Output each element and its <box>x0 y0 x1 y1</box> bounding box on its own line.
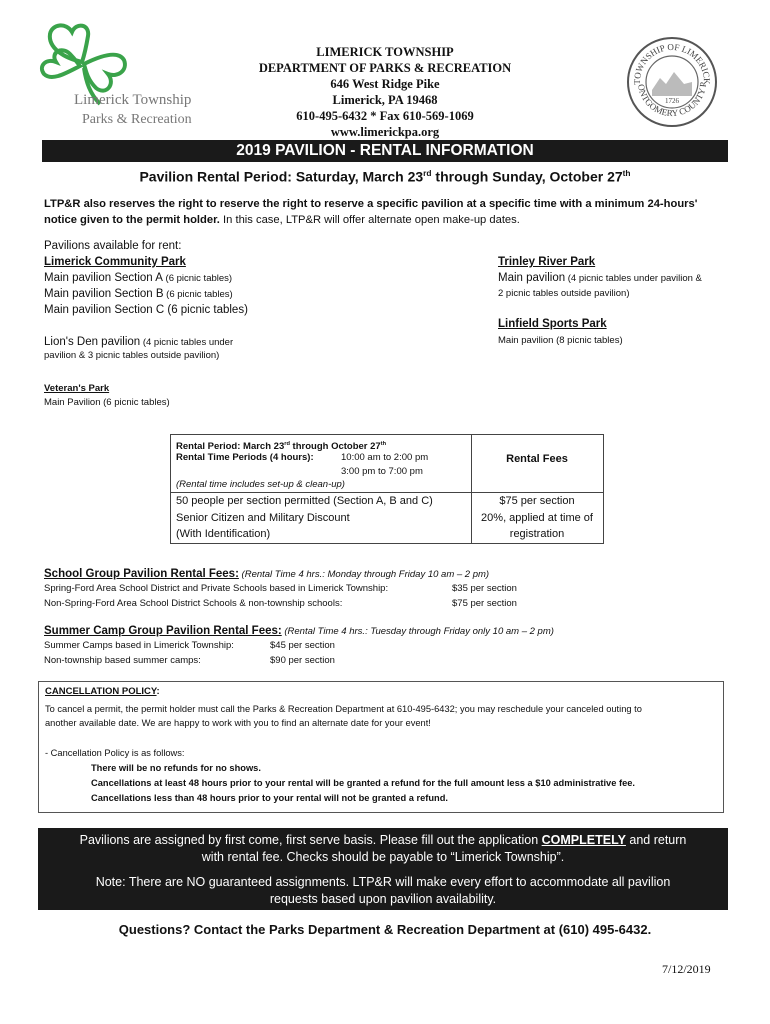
trinley-item: Main pavilion (4 picnic tables under pavilion & <box>498 272 702 284</box>
logo-line2: Parks & Recreation <box>82 112 192 127</box>
rental-period-heading: Pavilion Rental Period: Saturday, March 23rd through Sunday, October 27th <box>139 168 631 185</box>
cancellation-heading: CANCELLATION POLICY: <box>45 686 160 697</box>
table-row2-value1: 20%, applied at time of <box>481 512 593 524</box>
seal-top-text: TOWNSHIP OF LIMERICK <box>631 41 713 85</box>
questions-contact: Questions? Contact the Parks Department & Recreation Department at (610) 495-6432. <box>118 922 652 937</box>
policy-intro: - Cancellation Policy is as follows: <box>45 748 185 758</box>
lions-den-item: Lion's Den pavilion (4 picnic tables under <box>44 336 234 348</box>
limerick-park-heading: Limerick Community Park <box>44 256 186 268</box>
notice-line: Pavilions are assigned by first come, first serve basis. Please fill out the application COMPLETELY and return <box>79 833 687 847</box>
seal-bottom-text: ONTGOMERY COUNTY P <box>635 82 709 119</box>
org-line: 610-495-6432 * Fax 610-569-1069 <box>296 109 474 123</box>
limerick-item: Main pavilion Section C (6 picnic tables) <box>44 304 248 316</box>
page-title: 2019 PAVILION - RENTAL INFORMATION <box>42 140 728 162</box>
table-time-label: Rental Time Periods (4 hours): <box>176 452 314 463</box>
school-row-label: Non-Spring-Ford Area School District Schools & non-township schools: <box>44 598 343 609</box>
notice-line: requests based upon pavilion availability. <box>269 892 497 906</box>
table-row2-value2: registration <box>509 528 565 540</box>
table-fees-header: Rental Fees <box>506 453 568 465</box>
document-date: 7/12/2019 <box>662 962 711 976</box>
school-group-heading: School Group Pavilion Rental Fees: (Rental Time 4 hrs.: Monday through Friday 10 am – 2 pm) <box>44 568 490 580</box>
table-row1-value: $75 per section <box>499 495 575 507</box>
rental-fee-table <box>170 434 604 544</box>
table-row2-label2: (With Identification) <box>176 528 271 540</box>
logo-line1: Limerick Township <box>74 92 192 108</box>
policy-rule: There will be no refunds for no shows. <box>91 763 261 773</box>
policy-rule: Cancellations less than 48 hours prior to your rental will not be granted a refund. <box>91 793 448 803</box>
limerick-item: Main pavilion Section B (6 picnic tables) <box>44 288 233 300</box>
org-line: LIMERICK TOWNSHIP <box>316 45 454 59</box>
notice-line: with rental fee. Checks should be payable to “Limerick Township”. <box>201 850 565 864</box>
website-link[interactable]: www.limerickpa.org <box>330 125 440 139</box>
summer-camp-heading: Summer Camp Group Pavilion Rental Fees: (Rental Time 4 hrs.: Tuesday through Friday only 10 am – 2 pm) <box>44 625 554 637</box>
table-row2-label1: Senior Citizen and Military Discount <box>176 512 350 524</box>
table-row1-label: 50 people per section permitted (Section A, B and C) <box>176 495 433 507</box>
table-time2: 3:00 pm to 7:00 pm <box>341 466 423 477</box>
trinley-park-heading: Trinley River Park <box>498 256 596 268</box>
table-time1: 10:00 am to 2:00 pm <box>341 452 429 463</box>
linfield-park-heading: Linfield Sports Park <box>498 318 607 330</box>
org-line: Limerick, PA 19468 <box>332 93 438 107</box>
policy-rule: Cancellations at least 48 hours prior to your rental will be granted a refund for the full amount less a $10 administrative fee. <box>91 778 636 788</box>
school-row-value: $75 per section <box>452 598 517 609</box>
cancellation-text: To cancel a permit, the permit holder must call the Parks & Recreation Department at 610-495-6432; you may reschedule your canceled outing to <box>45 704 642 714</box>
org-line: DEPARTMENT OF PARKS & RECREATION <box>258 61 512 75</box>
cancellation-policy-box <box>38 681 724 813</box>
trinley-detail: 2 picnic tables outside pavilion) <box>498 288 630 299</box>
linfield-item: Main pavilion (8 picnic tables) <box>498 335 623 346</box>
pavilions-intro: Pavilions available for rent: <box>44 240 182 252</box>
letterhead <box>0 41 770 140</box>
seal-year: 1726 <box>665 97 679 105</box>
veterans-item: Main Pavilion (6 picnic tables) <box>44 397 170 408</box>
notice-line: Note: There are NO guaranteed assignments. LTP&R will make every effort to accommodate all pavilion <box>95 875 671 889</box>
table-period: Rental Period: March 23rd through October 27th <box>176 441 387 453</box>
camp-row-label: Non-township based summer camps: <box>44 655 201 666</box>
assignment-notice <box>38 828 728 910</box>
lions-den-detail: pavilion & 3 picnic tables outside pavilion) <box>44 350 220 361</box>
school-row-label: Spring-Ford Area School District and Private Schools based in Limerick Township: <box>44 583 389 594</box>
limerick-item: Main pavilion Section A (6 picnic tables) <box>44 272 233 284</box>
reserve-notice: LTP&R also reserves the right to reserve the right to reserve a specific pavilion at a specific time with a minimum 24-hours' notice given to the permit holder. In this case, LTP&R will offer alternate open make-up dates. <box>44 198 698 226</box>
table-note: (Rental time includes set-up & clean-up) <box>176 479 345 490</box>
cancellation-text: another available date. We are happy to work with you to find an alternate date for your event! <box>45 718 431 728</box>
school-row-value: $35 per section <box>452 583 517 594</box>
veterans-park-heading: Veteran's Park <box>44 383 110 394</box>
camp-row-value: $45 per section <box>270 640 335 651</box>
org-line: 646 West Ridge Pike <box>330 77 440 91</box>
camp-row-label: Summer Camps based in Limerick Township: <box>44 640 234 651</box>
camp-row-value: $90 per section <box>270 655 335 666</box>
